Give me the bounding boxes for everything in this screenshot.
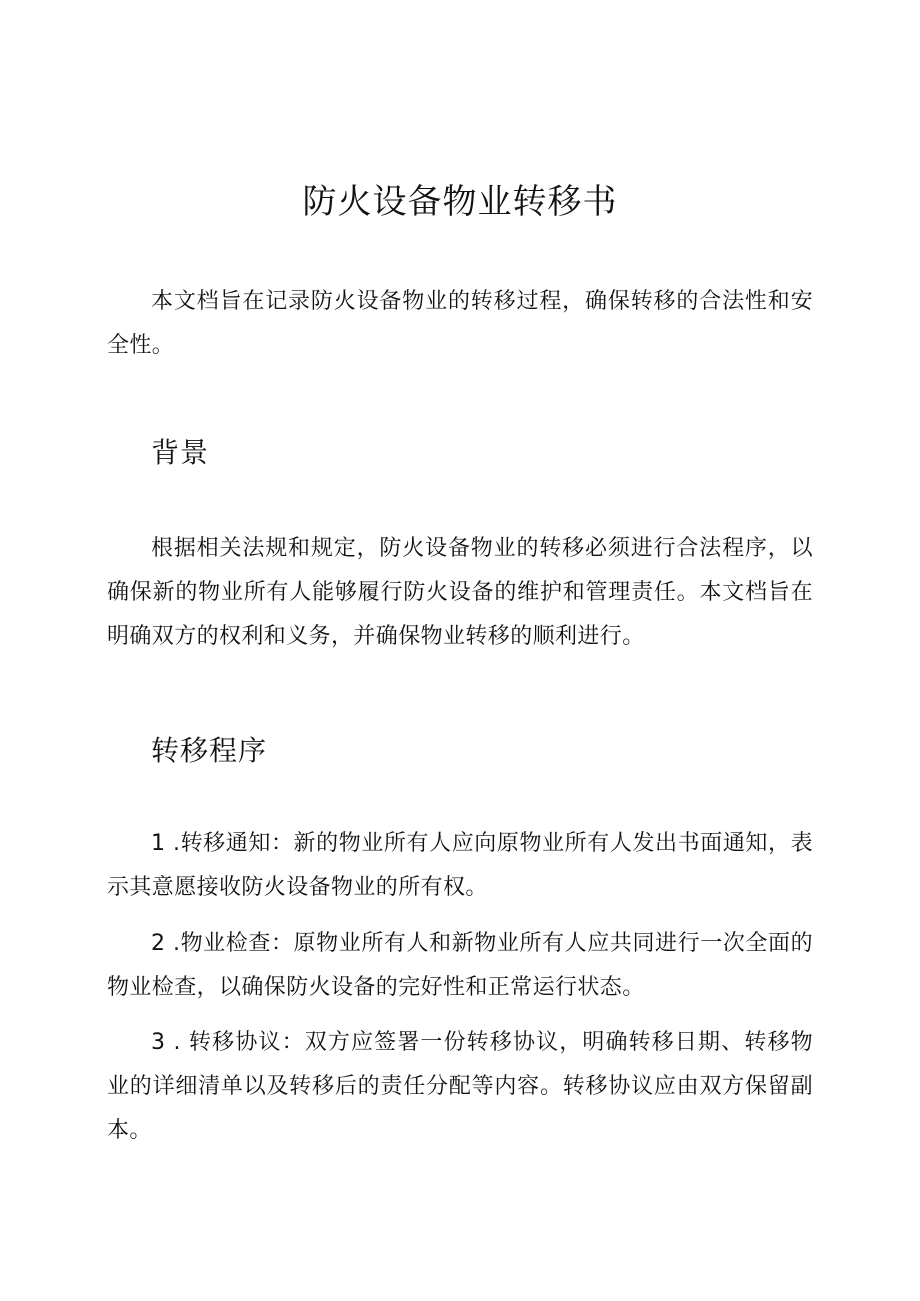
procedure-step-3: 3 . 转移协议：双方应签署一份转移协议，明确转移日期、转移物业的详细清单以及转移后的责任分配等内容。转移协议应由双方保留副本。 bbox=[107, 1030, 813, 1143]
intro-paragraph: 本文档旨在记录防火设备物业的转移过程，确保转移的合法性和安全性。 bbox=[107, 289, 813, 358]
procedure-step-2: 2 .物业检查：原物业所有人和新物业所有人应共同进行一次全面的物业检查，以确保防火设备的完好性和正常运行状态。 bbox=[107, 931, 813, 1000]
background-paragraph: 根据相关法规和规定，防火设备物业的转移必须进行合法程序，以确保新的物业所有人能够履行防火设备的维护和管理责任。本文档旨在明确双方的权利和义务，并确保物业转移的顺利进行。 bbox=[107, 536, 813, 649]
section-heading-background: 背景 bbox=[151, 436, 210, 469]
procedure-step-1: 1 .转移通知：新的物业所有人应向原物业所有人发出书面通知，表示其意愿接收防火设备物业的所有权。 bbox=[107, 831, 813, 900]
document-title: 防火设备物业转移书 bbox=[302, 182, 618, 222]
section-heading-transfer-procedure: 转移程序 bbox=[151, 734, 268, 767]
